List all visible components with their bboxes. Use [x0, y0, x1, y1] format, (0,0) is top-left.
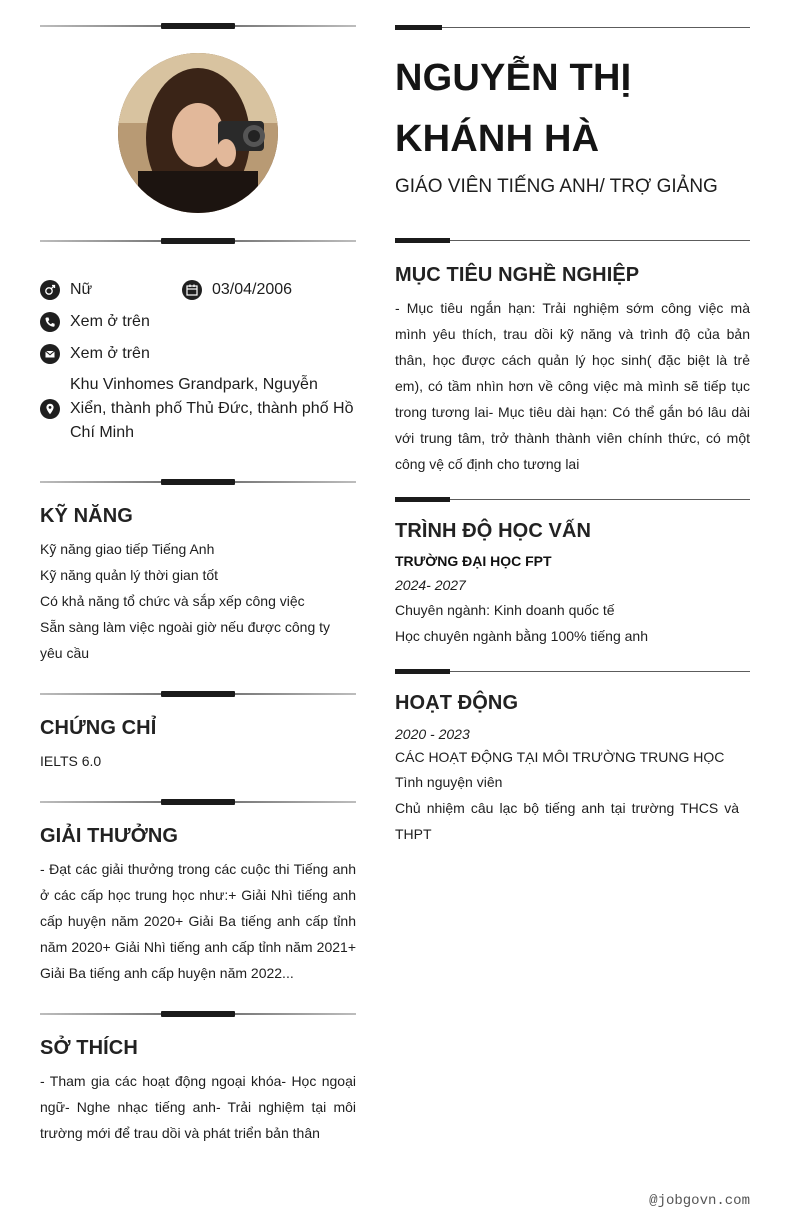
email-row	[40, 342, 150, 366]
education-line: Học chuyên ngành bằng 100% tiếng anh	[395, 628, 648, 644]
phone-row	[40, 310, 150, 334]
education-details	[395, 597, 750, 649]
education-heading: TRÌNH ĐỘ HỌC VẤN	[395, 520, 592, 542]
education-period: 2024- 2027	[395, 577, 466, 593]
birthday-value: 03/04/2006	[212, 281, 293, 298]
divider	[40, 23, 356, 29]
divider	[40, 479, 356, 485]
objective-heading: MỤC TIÊU NGHỀ NGHIỆP	[395, 264, 640, 286]
activity-line: Chủ nhiệm câu lạc bộ tiếng anh tại trường THCS và THPT	[395, 800, 739, 842]
email-value: Xem ở trên	[70, 345, 150, 362]
phone-icon	[40, 312, 60, 332]
divider	[40, 238, 356, 244]
divider	[395, 497, 750, 502]
phone-value: Xem ở trên	[70, 313, 150, 330]
birthday-row	[182, 278, 292, 302]
location-pin-icon	[40, 399, 60, 419]
activities-details	[395, 769, 739, 847]
hobbies-heading: SỞ THÍCH	[40, 1037, 138, 1059]
calendar-icon	[182, 280, 202, 300]
job-title: GIÁO VIÊN TIẾNG ANH/ TRỢ GIẢNG	[395, 176, 718, 197]
activity-line: Tình nguyện viên	[395, 774, 503, 790]
divider	[395, 25, 750, 30]
divider	[395, 238, 750, 243]
avatar	[118, 53, 278, 213]
divider	[40, 1011, 356, 1017]
divider	[40, 691, 356, 697]
gender-row	[40, 278, 92, 302]
certificate-item: IELTS 6.0	[40, 753, 102, 769]
watermark: @jobgovn.com	[649, 1193, 750, 1209]
candidate-name: NGUYỄN THỊ KHÁNH HÀ	[395, 57, 632, 160]
skill-item: Kỹ năng giao tiếp Tiếng Anh	[40, 541, 215, 557]
school-name: TRƯỜNG ĐẠI HỌC FPT	[395, 553, 552, 569]
certificates-list	[40, 748, 356, 774]
mail-icon	[40, 344, 60, 364]
awards-text: - Đạt các giải thưởng trong các cuộc thi Tiếng anh ở các cấp học trung học như:+ Giải Nhì tiếng anh cấp huyện năm 2020+ Giải Ba tiếng anh cấp tỉnh năm 2020+ Giải Nhì tiếng anh cấp tỉnh năm 2021+ Giải Ba tiếng anh cấp huyện năm 2022...	[40, 861, 356, 981]
skill-item: Sẵn sàng làm việc ngoài giờ nếu được công ty yêu cầu	[40, 619, 331, 661]
skill-item: Có khả năng tổ chức và sắp xếp công việc	[40, 593, 305, 609]
objective-text: - Mục tiêu ngắn hạn: Trải nghiệm sớm công việc mà mình yêu thích, trau dồi kỹ năng và trình độ của bản thân, học được cách quản lý học sinh( đặc biệt là trẻ em), có tầm nhìn hơn về công việc mà mình sẽ tiếp tục trong tương lai- Mục tiêu dài hạn: Có thể gắn bó lâu dài với trung tâm, trở thành thành viên chính thức, có một công vệ cố định cho tương lai	[395, 300, 750, 472]
activities-heading: HOẠT ĐỘNG	[395, 692, 519, 714]
gender-value: Nữ	[70, 281, 93, 298]
activities-period: 2020 - 2023	[395, 726, 470, 742]
address-value: Khu Vinhomes Grandpark, Nguyễn Xiển, thành phố Thủ Đức, thành phố Hồ Chí Minh	[70, 376, 354, 441]
hobbies-text: - Tham gia các hoạt động ngoại khóa- Học ngoại ngữ- Nghe nhạc tiếng anh- Trải nghiệm tại môi trường mới để trau dồi và phát triển bản thân	[40, 1073, 356, 1141]
certificates-heading: CHỨNG CHỈ	[40, 717, 157, 739]
education-line: Chuyên ngành: Kinh doanh quốc tế	[395, 602, 615, 618]
divider	[40, 799, 356, 805]
skills-heading: KỸ NĂNG	[40, 505, 133, 527]
skill-item: Kỹ năng quản lý thời gian tốt	[40, 567, 219, 583]
skills-list	[40, 536, 356, 666]
divider	[395, 669, 750, 674]
activities-org: CÁC HOẠT ĐỘNG TẠI MÔI TRƯỜNG TRUNG HỌC	[395, 749, 725, 765]
awards-heading: GIẢI THƯỞNG	[40, 825, 179, 847]
gender-icon	[40, 280, 60, 300]
address-row	[40, 373, 356, 445]
